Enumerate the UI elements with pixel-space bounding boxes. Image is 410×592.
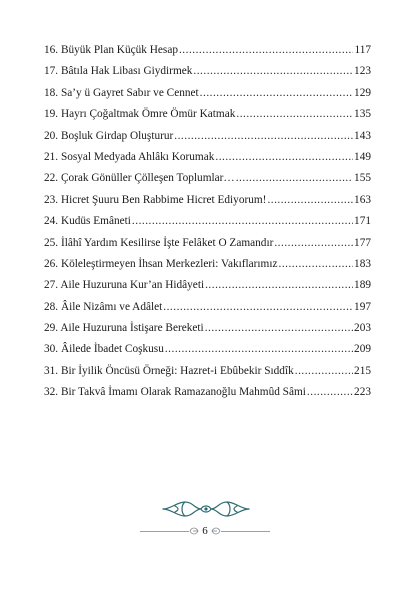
toc-dot-leader [236,108,353,120]
toc-entry-title: 25. İlâhî Yardım Kesilirse İşte Felâket O Zamandır [44,236,274,249]
toc-entry [44,279,371,300]
toc-dot-leader [205,279,353,291]
toc-entry [44,322,371,343]
toc-entry-title: 28. Âile Nizâmı ve Adâlet [44,300,163,313]
toc-dot-leader [193,65,353,77]
toc-dot-leader [174,130,353,142]
toc-entry-title: 26. Köleleştirmeyen İhsan Merkezleri: Vakıflarımız [44,257,278,270]
toc-entry [44,130,371,151]
toc-dot-leader [274,237,353,249]
toc-entry-page-number: 155 [354,172,371,185]
page-footer [140,525,270,537]
toc-entry-title: 22. Çorak Gönüller Çölleşen Toplumlar… [44,172,235,185]
toc-entry-page-number: 223 [354,386,371,399]
toc-dot-leader [236,172,353,184]
toc-entry-title: 19. Hayrı Çoğaltmak Ömre Ömür Katmak [44,108,236,121]
footer-rule-left [140,531,189,532]
flourish-left-icon [189,526,199,536]
toc-entry-page-number: 143 [354,129,371,142]
toc-entry [44,301,371,322]
toc-entry-page-number: 197 [354,300,371,313]
toc-entry-page-number: 171 [354,215,371,228]
toc-entry [44,237,371,258]
toc-dot-leader [179,44,353,56]
toc-entry [44,108,371,129]
toc-entry [44,215,371,236]
footer-rule-right [221,531,270,532]
toc-entry-page-number: 215 [354,364,371,377]
toc-entry [44,258,371,279]
toc-entry-title: 17. Bâtıla Hak Libası Giydirmek [44,65,193,78]
page-number: 6 [202,525,208,537]
table-of-contents [44,44,371,408]
toc-entry-title: 29. Aile Huzuruna İstişare Bereketi [44,322,204,335]
toc-entry [44,151,371,172]
toc-entry-title: 24. Kudüs Emâneti [44,215,131,228]
flourish-right-icon [211,526,221,536]
toc-entry-page-number: 149 [354,150,371,163]
toc-entry [44,386,371,407]
toc-entry [44,44,371,65]
toc-dot-leader [132,215,353,227]
toc-entry-page-number: 163 [354,193,371,206]
toc-entry-title: 16. Büyük Plan Küçük Hesap [44,44,178,56]
toc-entry-page-number: 209 [354,343,371,356]
toc-entry-page-number: 129 [354,86,371,99]
toc-dot-leader [279,258,354,270]
toc-dot-leader [307,386,353,398]
toc-entry-page-number: 123 [354,65,371,78]
toc-dot-leader [163,301,353,313]
toc-dot-leader [165,343,353,355]
toc-entry-title: 20. Boşluk Girdap Oluşturur [44,129,174,142]
toc-dot-leader [200,87,353,99]
toc-dot-leader [205,322,353,334]
toc-dot-leader [267,194,353,206]
toc-entry-title: 31. Bir İyilik Öncüsü Örneği: Hazret-i Ebûbekir Sıddîk [44,364,294,377]
toc-entry [44,194,371,215]
decorative-scroll-ornament-icon [159,496,253,522]
toc-entry [44,87,371,108]
toc-entry-page-number: 203 [354,322,371,335]
toc-entry-page-number: 183 [354,257,371,270]
toc-entry-title: 27. Aile Huzuruna Kur’an Hidâyeti [44,279,205,292]
toc-entry [44,343,371,364]
toc-entry-title: 32. Bir Takvâ İmamı Olarak Ramazanoğlu Mahmûd Sâmi [44,386,306,399]
toc-entry-page-number: 117 [354,44,371,56]
toc-entry [44,365,371,386]
toc-entry-page-number: 135 [354,108,371,121]
toc-entry-title: 21. Sosyal Medyada Ahlâkı Korumak [44,150,215,163]
toc-entry-page-number: 189 [354,279,371,292]
toc-entry-title: 18. Sa’y ü Gayret Sabır ve Cennet [44,86,199,99]
toc-entry [44,65,371,86]
toc-entry [44,172,371,193]
toc-dot-leader [295,365,353,377]
toc-entry-page-number: 177 [354,236,371,249]
toc-entry-title: 23. Hicret Şuuru Ben Rabbime Hicret Ediyorum! [44,193,267,206]
toc-entry-title: 30. Âilede İbadet Coşkusu [44,343,164,356]
toc-dot-leader [215,151,353,163]
